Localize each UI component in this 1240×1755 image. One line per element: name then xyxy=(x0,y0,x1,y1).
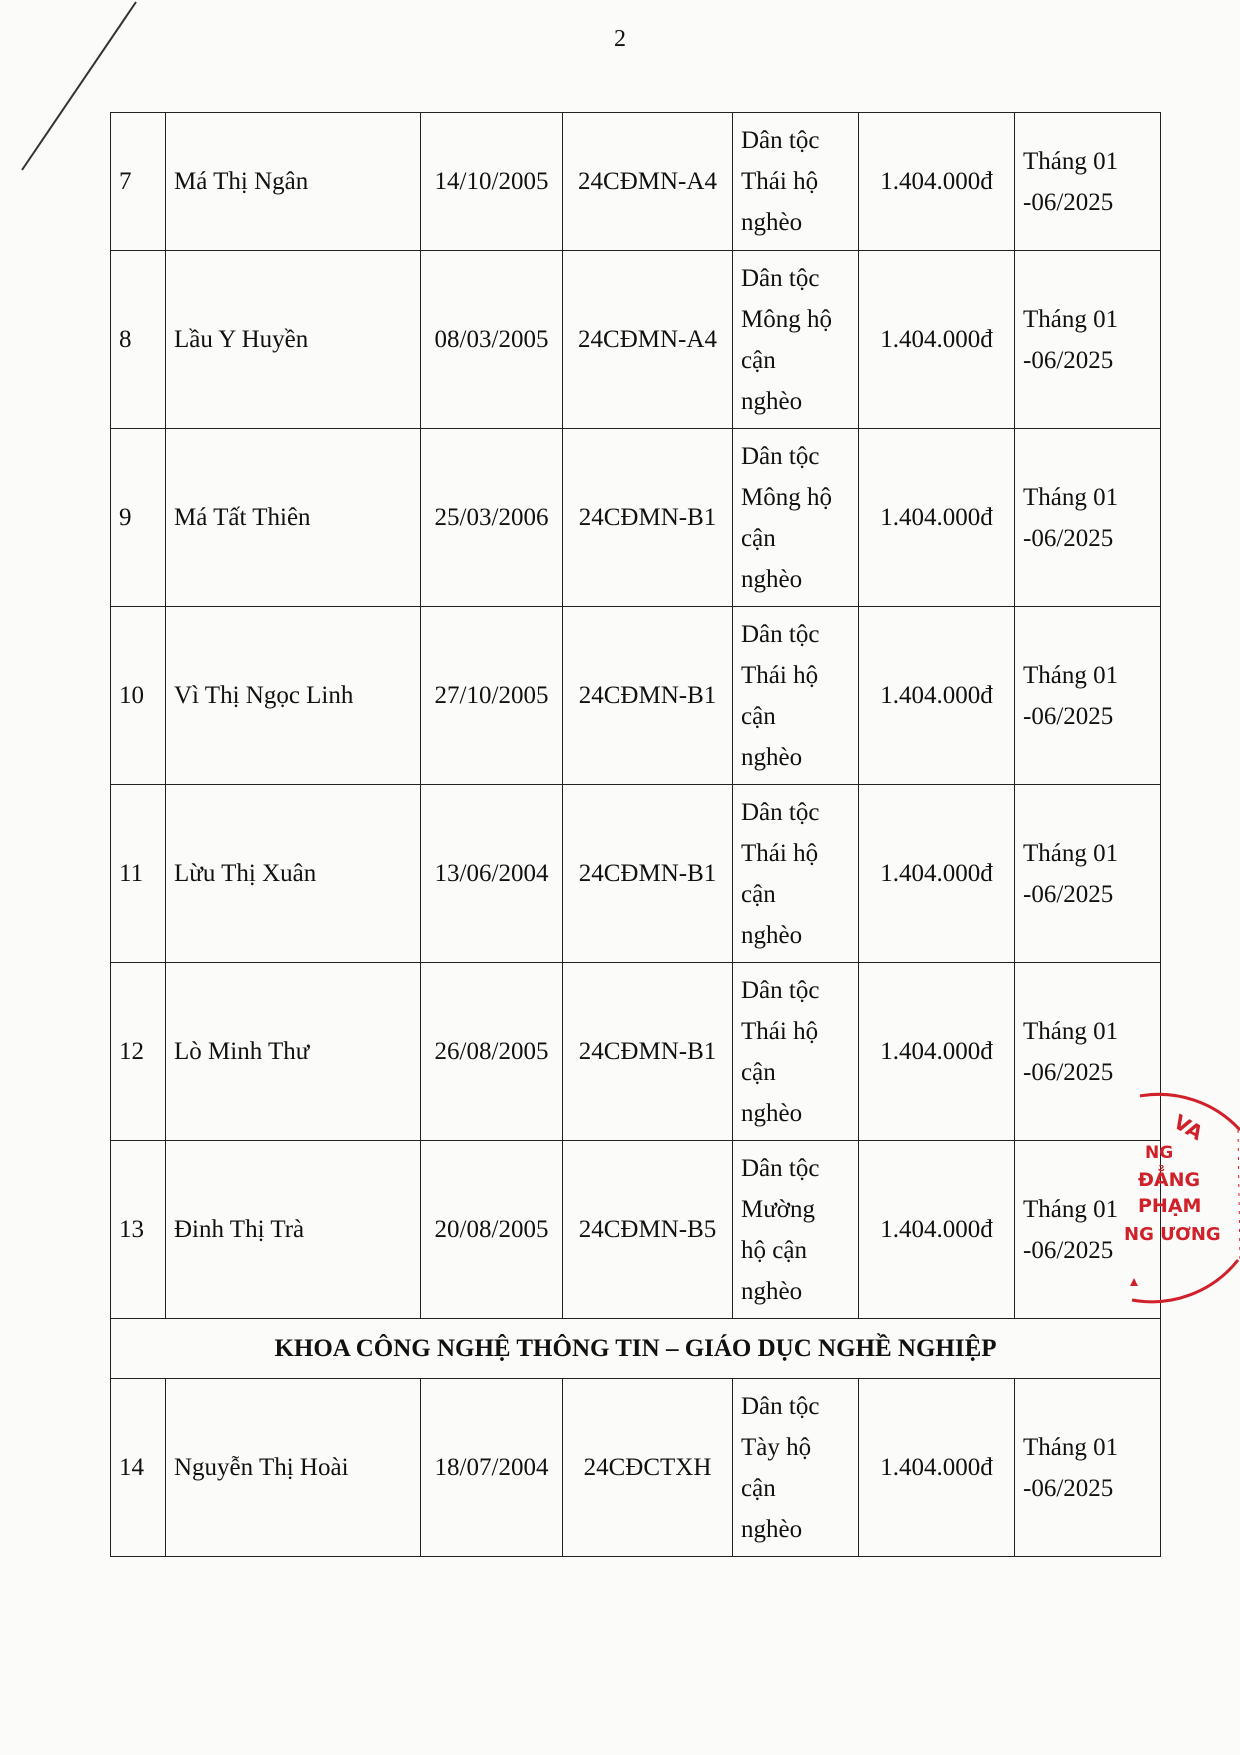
student-name: Má Tất Thiên xyxy=(166,429,421,607)
student-name: Lò Minh Thư xyxy=(166,963,421,1141)
student-name: Vì Thị Ngọc Linh xyxy=(166,607,421,785)
support-period: Tháng 01 -06/2025 xyxy=(1015,785,1161,963)
support-amount: 1.404.000đ xyxy=(859,429,1015,607)
support-period: Tháng 01 -06/2025 xyxy=(1015,113,1161,251)
table-row xyxy=(111,429,1161,607)
beneficiary-category: Dân tộc Mông hộ cận nghèo xyxy=(733,429,859,607)
row-number: 13 xyxy=(111,1141,166,1319)
table-row xyxy=(111,785,1161,963)
class-code: 24CĐMN-B5 xyxy=(563,1141,733,1319)
date-of-birth: 27/10/2005 xyxy=(421,607,563,785)
support-amount: 1.404.000đ xyxy=(859,113,1015,251)
class-code: 24CĐMN-B1 xyxy=(563,429,733,607)
beneficiary-category: Dân tộc Tày hộ cận nghèo xyxy=(733,1379,859,1557)
support-period: Tháng 01 -06/2025 xyxy=(1015,1141,1161,1319)
page-number: 2 xyxy=(614,26,626,52)
student-name: Nguyễn Thị Hoài xyxy=(166,1379,421,1557)
beneficiary-category: Dân tộc Mông hộ cận nghèo xyxy=(733,251,859,429)
date-of-birth: 13/06/2004 xyxy=(421,785,563,963)
class-code: 24CĐMN-A4 xyxy=(563,251,733,429)
beneficiary-category: Dân tộc Thái hộ cận nghèo xyxy=(733,963,859,1141)
svg-text:NG: NG xyxy=(1145,1143,1174,1163)
svg-text:PHẠM: PHẠM xyxy=(1138,1195,1202,1217)
svg-text:VA: VA xyxy=(1169,1109,1208,1146)
table-row xyxy=(111,1379,1161,1557)
support-amount: 1.404.000đ xyxy=(859,251,1015,429)
support-period: Tháng 01 -06/2025 xyxy=(1015,251,1161,429)
support-period: Tháng 01 -06/2025 xyxy=(1015,607,1161,785)
row-number: 9 xyxy=(111,429,166,607)
red-seal-stamp xyxy=(1120,1090,1240,1320)
class-code: 24CĐMN-B1 xyxy=(563,607,733,785)
class-code: 24CĐCTXH xyxy=(563,1379,733,1557)
date-of-birth: 18/07/2004 xyxy=(421,1379,563,1557)
section-title: KHOA CÔNG NGHỆ THÔNG TIN – GIÁO DỤC NGHỀ NGHIỆP xyxy=(111,1319,1161,1379)
support-amount: 1.404.000đ xyxy=(859,785,1015,963)
support-amount: 1.404.000đ xyxy=(859,1379,1015,1557)
class-code: 24CĐMN-B1 xyxy=(563,785,733,963)
student-name: Đinh Thị Trà xyxy=(166,1141,421,1319)
support-period: Tháng 01 -06/2025 xyxy=(1015,963,1161,1141)
date-of-birth: 08/03/2005 xyxy=(421,251,563,429)
student-name: Lừu Thị Xuân xyxy=(166,785,421,963)
row-number: 10 xyxy=(111,607,166,785)
row-number: 8 xyxy=(111,251,166,429)
class-code: 24CĐMN-A4 xyxy=(563,113,733,251)
beneficiary-category: Dân tộc Thái hộ cận nghèo xyxy=(733,607,859,785)
class-code: 24CĐMN-B1 xyxy=(563,963,733,1141)
section-header-body xyxy=(111,1319,1161,1379)
beneficiary-category: Dân tộc Thái hộ cận nghèo xyxy=(733,785,859,963)
table-row xyxy=(111,251,1161,429)
date-of-birth: 14/10/2005 xyxy=(421,113,563,251)
student-name: Lầu Y Huyền xyxy=(166,251,421,429)
row-number: 12 xyxy=(111,963,166,1141)
svg-text:ĐẲNG: ĐẲNG xyxy=(1138,1169,1201,1191)
student-support-table xyxy=(110,112,1161,1557)
section-header-row xyxy=(111,1319,1161,1379)
date-of-birth: 25/03/2006 xyxy=(421,429,563,607)
row-number: 7 xyxy=(111,113,166,251)
table-row xyxy=(111,1141,1161,1319)
rows-after-section xyxy=(111,1379,1161,1557)
svg-text:NG ƯƠNG: NG ƯƠNG xyxy=(1124,1224,1221,1245)
support-amount: 1.404.000đ xyxy=(859,1141,1015,1319)
beneficiary-category: Dân tộc Mường hộ cận nghèo xyxy=(733,1141,859,1319)
support-amount: 1.404.000đ xyxy=(859,963,1015,1141)
student-name: Má Thị Ngân xyxy=(166,113,421,251)
support-amount: 1.404.000đ xyxy=(859,607,1015,785)
table-row xyxy=(111,607,1161,785)
beneficiary-category: Dân tộc Thái hộ nghèo xyxy=(733,113,859,251)
support-period: Tháng 01 -06/2025 xyxy=(1015,429,1161,607)
date-of-birth: 26/08/2005 xyxy=(421,963,563,1141)
support-period: Tháng 01 -06/2025 xyxy=(1015,1379,1161,1557)
row-number: 11 xyxy=(111,785,166,963)
date-of-birth: 20/08/2005 xyxy=(421,1141,563,1319)
table-row xyxy=(111,113,1161,251)
row-number: 14 xyxy=(111,1379,166,1557)
table-row xyxy=(111,963,1161,1141)
rows-before-section xyxy=(111,113,1161,1319)
